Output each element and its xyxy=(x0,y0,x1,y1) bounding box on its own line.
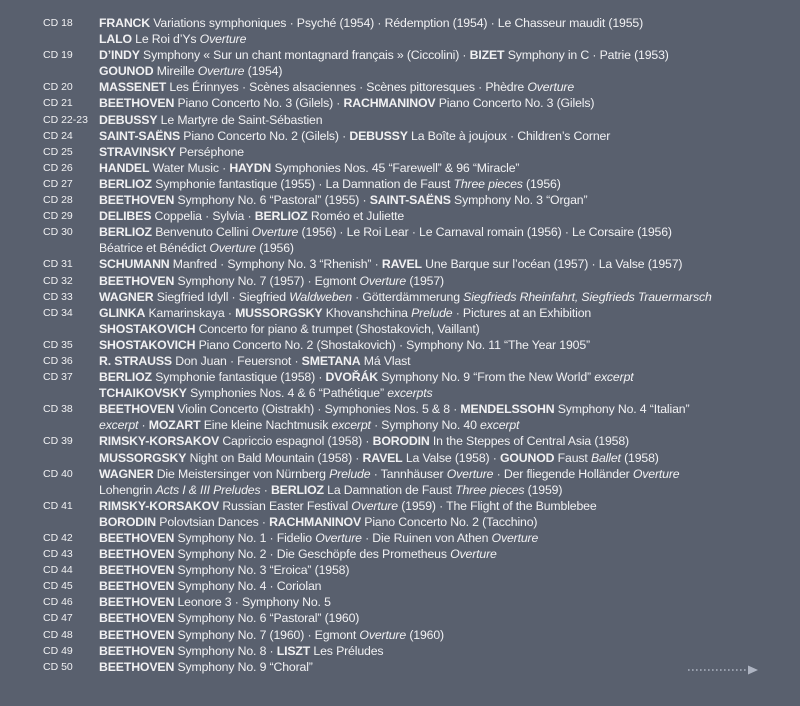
composer-name: HANDEL xyxy=(99,160,150,175)
composer-name: RACHMANINOV xyxy=(269,514,362,529)
composer-name: BEETHOVEN xyxy=(99,273,175,288)
cd-number: CD 49 xyxy=(43,644,73,657)
work-title: Concerto for piano & trumpet (Shostakovich, Vaillant) xyxy=(195,321,480,336)
composer-name: GLINKA xyxy=(99,305,146,320)
cd-contents xyxy=(99,498,792,514)
composer-name: BORODIN xyxy=(99,514,157,529)
cd-contents xyxy=(99,482,792,498)
cd-contents xyxy=(99,610,792,626)
work-qualifier: Overture xyxy=(197,64,245,79)
work-title: · Der fliegende Holländer xyxy=(493,466,633,481)
work-title: In the Steppes of Central Asia (1958) xyxy=(429,434,629,449)
composer-name: BORODIN xyxy=(372,434,430,449)
work-title: Symphony No. 7 (1960) · Egmont xyxy=(174,627,360,642)
cd-number: CD 48 xyxy=(43,628,73,641)
composer-name: RIMSKY-KORSAKOV xyxy=(99,498,220,513)
composer-name: LISZT xyxy=(276,643,311,658)
work-title: Russian Easter Festival xyxy=(219,498,352,513)
cd-number: CD 18 xyxy=(43,17,73,29)
cd-contents xyxy=(99,79,792,95)
work-qualifier: excerpts xyxy=(387,386,433,401)
cd-entry-row xyxy=(0,594,800,610)
cd-contents xyxy=(99,433,792,449)
cd-number: CD 25 xyxy=(43,145,73,158)
cd-list xyxy=(0,15,800,675)
work-title: Violin Concerto (Oistrakh) · Symphonies Nos. 5 & 8 · xyxy=(174,402,461,417)
cd-entry-row xyxy=(0,321,800,337)
work-title: (1959) xyxy=(524,482,563,497)
work-qualifier: Waldweben xyxy=(289,289,352,304)
cd-number: CD 24 xyxy=(43,129,73,142)
cd-contents xyxy=(99,417,792,433)
cd-number: CD 39 xyxy=(43,435,73,448)
cd-entry-row xyxy=(0,160,800,176)
cd-number: CD 21 xyxy=(43,97,73,110)
cd-contents xyxy=(99,562,792,578)
composer-name: HAYDN xyxy=(229,160,272,175)
composer-name: GOUNOD xyxy=(499,450,555,465)
work-title: Symphony No. 1 · Fidelio xyxy=(174,531,316,545)
work-title: Symphonies Nos. 45 “Farewell” & 96 “Miracle” xyxy=(271,160,520,175)
cd-entry-row xyxy=(0,417,800,433)
work-qualifier: Overture xyxy=(359,627,407,642)
work-qualifier: excerpt xyxy=(331,418,371,433)
work-qualifier: Overture xyxy=(632,466,680,481)
cd-contents xyxy=(99,305,792,321)
work-title: Benvenuto Cellini xyxy=(151,225,252,240)
work-title: Piano Concerto No. 3 (Gilels) · xyxy=(174,96,344,111)
work-title: · Götterdämmerung xyxy=(351,289,464,304)
cd-contents xyxy=(99,578,792,594)
work-qualifier: Overture xyxy=(527,80,575,95)
work-title: Symphony No. 2 · Die Geschöpfe des Prometheus xyxy=(174,547,451,562)
cd-entry-row xyxy=(0,466,800,482)
work-title: Eine kleine Nachtmusik xyxy=(200,418,332,433)
work-qualifier: Prelude xyxy=(329,466,371,481)
work-title: Une Barque sur l’océan (1957) · La Valse (1957) xyxy=(421,257,683,272)
work-qualifier: Acts I & III Preludes xyxy=(155,482,261,497)
cd-number: CD 30 xyxy=(43,226,73,239)
work-title: Symphony No. 6 “Pastoral” (1960) xyxy=(174,611,360,626)
composer-name: FRANCK xyxy=(99,16,151,30)
work-title: Die Meistersinger von Nürnberg xyxy=(153,466,330,481)
cd-entry-row xyxy=(0,15,800,31)
composer-name: WAGNER xyxy=(99,466,154,481)
continue-arrow-icon xyxy=(688,660,760,680)
work-title: Piano Concerto No. 2 (Shostakovich) · Symphony No. 11 “The Year 1905” xyxy=(195,337,590,352)
cd-entry-row xyxy=(0,95,800,111)
cd-contents xyxy=(99,337,792,353)
cd-number: CD 27 xyxy=(43,177,73,190)
cd-contents xyxy=(99,224,792,240)
cd-number: CD 22-23 xyxy=(43,113,88,126)
cd-entry-row xyxy=(0,562,800,578)
composer-name: BEETHOVEN xyxy=(99,579,175,594)
composer-name: BERLIOZ xyxy=(270,482,324,497)
composer-name: MASSENET xyxy=(99,80,167,95)
composer-name: MOZART xyxy=(148,418,201,433)
composer-name: WAGNER xyxy=(99,289,154,304)
work-title: (1959) · The Flight of the Bumblebee xyxy=(397,498,597,513)
cd-contents xyxy=(99,15,792,31)
cd-contents xyxy=(99,208,792,224)
cd-entry-row xyxy=(0,144,800,160)
cd-number: CD 42 xyxy=(43,532,73,544)
work-title: Capriccio espagnol (1958) · xyxy=(219,434,373,449)
work-qualifier: Overture xyxy=(315,531,362,545)
cd-entry-row xyxy=(0,401,800,417)
work-qualifier: Three pieces xyxy=(455,482,525,497)
work-title: Symphonies Nos. 4 & 6 “Pathétique” xyxy=(186,386,388,401)
cd-entry-row xyxy=(0,643,800,659)
work-title: · Symphony No. 40 xyxy=(370,418,481,433)
work-title: Symphony No. 8 · xyxy=(174,643,277,658)
work-title: Le Roi d’Ys xyxy=(131,32,200,47)
work-title: Symphony « Sur un chant montagnard français » (Ciccolini) · xyxy=(139,48,470,63)
work-title: (1954) xyxy=(244,64,283,79)
work-title: Piano Concerto No. 2 (Tacchino) xyxy=(361,514,538,529)
composer-name: BERLIOZ xyxy=(99,225,152,240)
work-title: Water Music · xyxy=(149,160,230,175)
work-title: Coppelia · Sylvia · xyxy=(151,209,255,224)
work-title: Symphonie fantastique (1955) · La Damnation de Faust xyxy=(151,176,454,191)
cd-number: CD 36 xyxy=(43,354,73,367)
cd-entry-row xyxy=(0,112,800,128)
cd-contents xyxy=(99,128,792,144)
work-qualifier: excerpt xyxy=(480,418,520,433)
composer-name: BEETHOVEN xyxy=(99,627,175,642)
work-title: Symphony No. 6 “Pastoral” (1955) · xyxy=(174,193,370,208)
work-title: Leonore 3 · Symphony No. 5 xyxy=(174,595,331,610)
composer-name: SCHUMANN xyxy=(99,257,170,272)
work-title: Perséphone xyxy=(175,144,244,159)
cd-entry-row xyxy=(0,256,800,272)
cd-contents xyxy=(99,385,792,401)
cd-entry-row xyxy=(0,337,800,353)
cd-number: CD 19 xyxy=(43,49,73,62)
cd-entry-row xyxy=(0,305,800,321)
cd-number: CD 28 xyxy=(43,194,73,207)
cd-contents xyxy=(99,321,792,337)
composer-name: BERLIOZ xyxy=(99,370,152,385)
composer-name: STRAVINSKY xyxy=(99,144,176,159)
composer-name: BEETHOVEN xyxy=(99,547,175,562)
composer-name: LALO xyxy=(99,32,132,47)
cd-number: CD 20 xyxy=(43,81,73,94)
work-title: Piano Concerto No. 3 (Gilels) xyxy=(435,96,595,111)
cd-entry-row xyxy=(0,31,800,47)
cd-entry-row xyxy=(0,546,800,562)
cd-contents xyxy=(99,273,792,289)
composer-name: BERLIOZ xyxy=(254,209,308,224)
cd-entry-row xyxy=(0,224,800,240)
composer-name: BEETHOVEN xyxy=(99,96,175,111)
composer-name: MUSSORGSKY xyxy=(235,305,323,320)
work-qualifier: Overture xyxy=(351,498,398,513)
composer-name: GOUNOD xyxy=(99,64,154,79)
work-title: (1956) · Le Roi Lear · Le Carnaval romain (1956) · Le Corsaire (1956) xyxy=(298,225,672,240)
work-title: Lohengrin xyxy=(99,482,156,497)
cd-contents xyxy=(99,401,792,417)
cd-contents xyxy=(99,530,792,546)
work-title: Les Érinnyes · Scènes alsaciennes · Scènes pittoresques · Phèdre xyxy=(166,80,528,95)
composer-name: BIZET xyxy=(469,48,505,63)
cd-entry-row xyxy=(0,273,800,289)
cd-contents xyxy=(99,289,792,305)
work-qualifier: Overture xyxy=(359,273,407,288)
composer-name: SMETANA xyxy=(301,353,361,368)
cd-number: CD 41 xyxy=(43,499,73,512)
work-title: Symphony No. 4 · Coriolan xyxy=(174,579,322,594)
composer-name: R. STRAUSS xyxy=(99,353,172,368)
composer-name: BEETHOVEN xyxy=(99,531,175,545)
work-qualifier: Overture xyxy=(209,241,256,256)
cd-number: CD 46 xyxy=(43,596,73,609)
cd-number: CD 38 xyxy=(43,403,73,416)
cd-number: CD 29 xyxy=(43,210,73,223)
composer-name: BEETHOVEN xyxy=(99,563,175,578)
work-title: (1956) xyxy=(522,176,561,191)
cd-contents xyxy=(99,95,792,111)
cd-entry-row xyxy=(0,627,800,643)
work-title: (1956) xyxy=(255,241,294,256)
cd-number: CD 50 xyxy=(43,660,73,673)
cd-contents xyxy=(99,450,792,466)
work-title: Manfred · Symphony No. 3 “Rhenish” · xyxy=(169,257,382,272)
cd-number: CD 26 xyxy=(43,161,73,174)
cd-entry-row xyxy=(0,240,800,256)
work-title: Symphony No. 3 “Organ” xyxy=(450,193,588,208)
work-title: Piano Concerto No. 2 (Gilels) · xyxy=(180,128,350,143)
composer-name: DELIBES xyxy=(99,209,152,224)
work-title: Symphony No. 7 (1957) · Egmont xyxy=(174,273,360,288)
cd-entry-row xyxy=(0,79,800,95)
work-title: Má Vlast xyxy=(360,353,411,368)
cd-contents xyxy=(99,256,792,272)
composer-name: RAVEL xyxy=(381,257,422,272)
cd-contents xyxy=(99,369,792,385)
cd-entry-row xyxy=(0,176,800,192)
composer-name: RAVEL xyxy=(362,450,403,465)
work-title: Roméo et Juliette xyxy=(307,209,405,224)
composer-name: D’INDY xyxy=(99,48,140,63)
composer-name: SAINT-SAËNS xyxy=(99,128,181,143)
cd-entry-row xyxy=(0,289,800,305)
cd-number: CD 37 xyxy=(43,371,73,384)
work-title: (1960) xyxy=(406,627,444,642)
composer-name: BEETHOVEN xyxy=(99,659,175,674)
cd-number: CD 40 xyxy=(43,467,73,480)
composer-name: BEETHOVEN xyxy=(99,595,175,610)
work-qualifier: Ballet xyxy=(590,450,621,465)
cd-contents xyxy=(99,176,792,192)
work-title: La Boîte à joujoux · Children’s Corner xyxy=(407,128,611,143)
cd-entry-row xyxy=(0,192,800,208)
composer-name: MUSSORGSKY xyxy=(99,450,187,465)
work-title: · xyxy=(260,482,271,497)
cd-entry-row xyxy=(0,659,800,675)
cd-contents xyxy=(99,627,792,643)
cd-entry-row xyxy=(0,385,800,401)
composer-name: RIMSKY-KORSAKOV xyxy=(99,434,220,449)
cd-entry-row xyxy=(0,578,800,594)
composer-name: BEETHOVEN xyxy=(99,643,175,658)
cd-contents xyxy=(99,47,792,63)
cd-entry-row xyxy=(0,63,800,79)
work-title: (1958) xyxy=(620,450,659,465)
cd-contents xyxy=(99,31,792,47)
cd-number: CD 32 xyxy=(43,274,73,287)
work-qualifier: Prelude xyxy=(411,305,453,320)
work-title: · xyxy=(138,418,149,433)
cd-number: CD 43 xyxy=(43,548,73,561)
work-title: Mireille xyxy=(153,64,198,79)
work-qualifier: Overture xyxy=(251,225,299,240)
composer-name: DVOŘÁK xyxy=(325,370,378,385)
composer-name: SHOSTAKOVICH xyxy=(99,337,196,352)
work-qualifier: excerpt xyxy=(594,370,634,385)
composer-name: DEBUSSY xyxy=(99,112,158,127)
work-title: Variations symphoniques · Psyché (1954) · Rédemption (1954) · Le Chasseur maudit (1955) xyxy=(150,16,644,30)
work-qualifier: Overture xyxy=(491,531,539,545)
work-title: Les Préludes xyxy=(310,643,384,658)
cd-entry-row xyxy=(0,128,800,144)
work-title: · Pictures at an Exhibition xyxy=(452,305,592,320)
cd-number: CD 33 xyxy=(43,290,73,303)
cd-entry-row xyxy=(0,530,800,546)
composer-name: SAINT-SAËNS xyxy=(369,193,451,208)
cd-entry-row xyxy=(0,47,800,63)
work-title: Khovanshchina xyxy=(322,305,412,320)
cd-contents xyxy=(99,466,792,482)
work-title: Béatrice et Bénédict xyxy=(99,241,210,256)
cd-contents xyxy=(99,192,792,208)
cd-entry-row xyxy=(0,369,800,385)
composer-name: SHOSTAKOVICH xyxy=(99,321,196,336)
work-qualifier: Overture xyxy=(446,466,494,481)
cd-entry-row xyxy=(0,353,800,369)
cd-entry-row xyxy=(0,482,800,498)
cd-number: CD 34 xyxy=(43,306,73,319)
work-title: Faust xyxy=(554,450,591,465)
work-title: Le Martyre de Saint-Sébastien xyxy=(157,112,323,127)
cd-contents xyxy=(99,112,792,128)
work-title: Symphony No. 4 “Italian” xyxy=(554,402,690,417)
work-qualifier: excerpt xyxy=(99,418,139,433)
composer-name: TCHAIKOVSKY xyxy=(99,386,187,401)
cd-contents xyxy=(99,144,792,160)
work-title: Kamarinskaya · xyxy=(145,305,236,320)
cd-contents xyxy=(99,643,792,659)
work-title: La Damnation de Faust xyxy=(323,482,456,497)
cd-entry-row xyxy=(0,450,800,466)
cd-contents xyxy=(99,353,792,369)
work-title: Symphony No. 9 “Choral” xyxy=(174,659,313,674)
cd-contents xyxy=(99,240,792,256)
cd-contents xyxy=(99,63,792,79)
work-title: · Tannhäuser xyxy=(370,466,447,481)
work-title: · Die Ruinen von Athen xyxy=(361,531,492,545)
cd-number: CD 31 xyxy=(43,258,73,271)
cd-number: CD 47 xyxy=(43,612,73,625)
cd-contents xyxy=(99,594,792,610)
work-title: Symphonie fantastique (1958) · xyxy=(151,370,326,385)
work-qualifier: Overture xyxy=(450,547,497,562)
cd-entry-row xyxy=(0,514,800,530)
cd-entry-row xyxy=(0,498,800,514)
work-title: La Valse (1958) · xyxy=(402,450,500,465)
work-qualifier: Overture xyxy=(199,32,247,47)
cd-contents xyxy=(99,160,792,176)
work-title: Symphony in C · Patrie (1953) xyxy=(504,48,669,63)
work-title: Symphony No. 9 “From the New World” xyxy=(377,370,595,385)
work-title: (1957) xyxy=(406,273,444,288)
cd-number: CD 44 xyxy=(43,564,73,577)
cd-entry-row xyxy=(0,208,800,224)
cd-entry-row xyxy=(0,610,800,626)
work-title: Don Juan · Feuersnot · xyxy=(171,353,302,368)
cd-contents xyxy=(99,546,792,562)
composer-name: BERLIOZ xyxy=(99,176,152,191)
composer-name: BEETHOVEN xyxy=(99,611,175,626)
work-qualifier: Siegfrieds Rheinfahrt, Siegfrieds Trauermarsch xyxy=(463,289,712,304)
work-title: Siegfried Idyll · Siegfried xyxy=(153,289,290,304)
cd-contents xyxy=(99,514,792,530)
composer-name: BEETHOVEN xyxy=(99,193,175,208)
work-title: Polovtsian Dances · xyxy=(156,514,270,529)
cd-number: CD 35 xyxy=(43,338,73,351)
cd-entry-row xyxy=(0,433,800,449)
work-title: Night on Bald Mountain (1958) · xyxy=(186,450,363,465)
composer-name: DEBUSSY xyxy=(349,128,408,143)
cd-number: CD 45 xyxy=(43,580,73,593)
composer-name: MENDELSSOHN xyxy=(460,402,555,417)
work-title: Symphony No. 3 “Eroica” (1958) xyxy=(174,563,350,578)
composer-name: BEETHOVEN xyxy=(99,402,175,417)
composer-name: RACHMANINOV xyxy=(343,96,436,111)
work-qualifier: Three pieces xyxy=(453,176,523,191)
